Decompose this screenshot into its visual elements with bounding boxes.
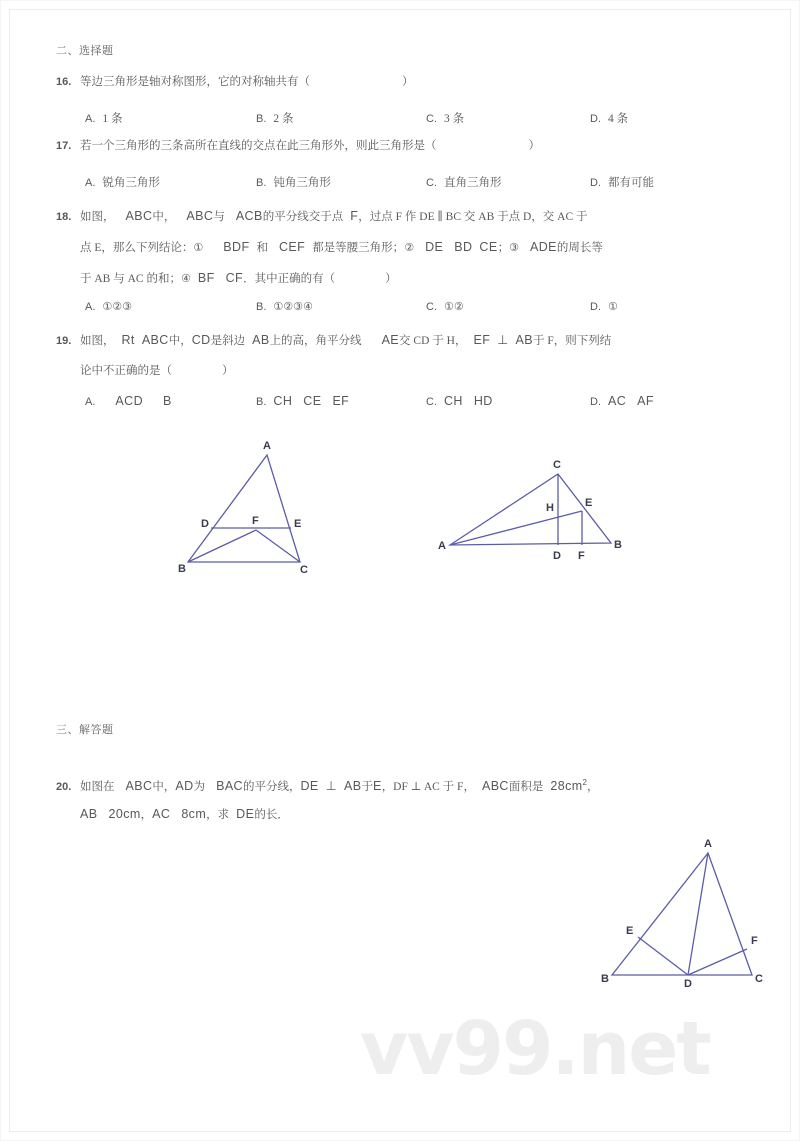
q18-text-7: 和 (256, 242, 268, 254)
q20-math-area: 28cm (550, 778, 583, 793)
figure-q20-label-D: D (684, 978, 692, 990)
option-letter: C. (426, 113, 437, 125)
figure-q18-label-E: E (294, 518, 302, 530)
question-16-number: 16. (56, 76, 72, 88)
q19-text-7: 论中不正确的是（ (80, 365, 172, 377)
option-text: 4 条 (608, 113, 629, 125)
q19-text-4: 上的高，角平分线 (269, 335, 362, 347)
option-text: ACD (115, 394, 143, 408)
question-19-option-b[interactable] (256, 394, 349, 408)
question-19-option-c[interactable] (426, 394, 493, 408)
option-text: ①②③ (102, 300, 132, 313)
question-19-option-d[interactable] (590, 394, 654, 408)
question-18-option-b[interactable] (256, 300, 313, 313)
figure-q18-label-B: B (178, 563, 186, 575)
q19-perp-icon: ⊥ (497, 333, 509, 347)
option-text: ①②③④ (273, 300, 313, 313)
q18-text-9: ； (497, 242, 510, 254)
figure-q18-label-C: C (300, 564, 308, 576)
q20-math-angle-bac: BAC (216, 778, 243, 793)
q20-text-4: 的平分线， (242, 780, 301, 793)
figure-q19-label-B: B (614, 539, 622, 551)
q19-math-cd: CD (191, 333, 211, 347)
question-17-option-d[interactable] (590, 174, 654, 190)
question-18-line-3 (80, 270, 397, 287)
question-20-line-2 (80, 806, 289, 823)
figure-q20 (590, 830, 770, 990)
figure-q20-label-F: F (751, 935, 758, 947)
question-16-stem-close: ） (402, 76, 414, 88)
option-text: ① (608, 300, 618, 313)
question-17-option-b[interactable] (256, 174, 331, 190)
figure-q20-label-A: A (704, 838, 712, 850)
q18-text-5: ，过点 F 作 DE ∥ BC 交 AB 于点 D，交 AC 于 (358, 211, 588, 223)
question-16-option-b[interactable] (256, 110, 294, 126)
q19-text-5: 交 CD 于 H， (399, 335, 467, 347)
question-17-option-a[interactable] (85, 174, 160, 190)
q19-text-3: 是斜边 (210, 335, 246, 347)
option-text-2: HD (473, 394, 493, 408)
figure-q18 (170, 435, 335, 585)
q20-text-8: ， (586, 780, 599, 793)
option-text-2: CE (303, 394, 322, 408)
option-letter: D. (590, 396, 601, 408)
figure-q19-label-E: E (585, 497, 593, 509)
q20-superscript-2: 2 (582, 778, 587, 787)
q18-math-cf: CF (225, 271, 244, 285)
q19-math-rt: Rt (121, 333, 135, 347)
question-19-option-a[interactable] (85, 394, 172, 408)
option-letter: A. (85, 113, 96, 125)
q19-text-6: 于 F，则下列结 (533, 335, 612, 347)
q18-text-10: 的周长等 (556, 242, 603, 254)
option-text: AC (608, 394, 627, 408)
q20-math-e: E (372, 778, 382, 793)
option-letter: C. (426, 396, 437, 408)
q20-text-9: ， (140, 809, 153, 821)
q18-circled-4: ④ (180, 272, 191, 285)
question-20-number: 20. (56, 780, 72, 793)
option-letter: C. (426, 301, 437, 313)
question-17-stem: 若一个三角形的三条高所在直线的交点在此三角形外，则此三角形是（ (80, 140, 437, 152)
q19-text-1: 如图， (80, 335, 115, 347)
figure-q18-label-A: A (263, 440, 271, 452)
q20-math-de: DE (300, 778, 319, 793)
option-letter: A. (85, 396, 96, 408)
q18-math-abc: ABC (125, 209, 153, 223)
question-18-option-c[interactable] (426, 300, 464, 313)
q19-text-8: ） (222, 365, 234, 377)
figure-q19-label-H: H (546, 502, 554, 514)
q20-math-ac: AC (152, 807, 171, 821)
q20-text-10: ，求 (206, 809, 230, 821)
question-16-option-d[interactable] (590, 110, 628, 126)
q20-math-abc-2: ABC (481, 778, 509, 793)
q18-math-ade: ADE (529, 240, 557, 254)
q18-circled-2: ② (404, 241, 415, 254)
option-letter: B. (256, 177, 267, 189)
q18-math-cef: CEF (278, 240, 306, 254)
question-16-option-a[interactable] (85, 110, 123, 126)
q20-math-de-2: DE (236, 807, 255, 821)
q18-math-bd: BD (454, 240, 473, 254)
question-18-number: 18. (56, 211, 72, 223)
option-letter: A. (85, 177, 96, 189)
option-text: 直角三角形 (444, 177, 502, 189)
question-16 (56, 74, 414, 90)
q18-text-3: 与 (213, 211, 225, 223)
option-letter: D. (590, 177, 601, 189)
q20-text-11: 的长． (254, 809, 289, 821)
option-text-2: B (163, 394, 172, 408)
q18-math-bf: BF (197, 271, 215, 285)
option-text: ①② (444, 300, 464, 313)
figure-q20-label-C: C (755, 973, 763, 985)
option-text: 1 条 (102, 113, 123, 125)
figure-q19-label-F: F (578, 550, 585, 562)
q20-text-5: 于 (361, 780, 373, 793)
option-text-3: EF (332, 394, 350, 408)
q18-text-8: 都是等腰三角形； (312, 242, 405, 254)
q18-circled-3: ③ (509, 241, 519, 254)
watermark: vv99.net (360, 1006, 710, 1092)
option-text: CH (444, 394, 463, 408)
section-heading-answer: 三、解答题 (56, 724, 114, 736)
option-text: 3 条 (444, 113, 465, 125)
option-letter: C. (426, 177, 437, 189)
q18-math-angle-acb: ACB (235, 209, 263, 223)
figure-q19-label-C: C (553, 459, 561, 471)
q18-math-angle-abc: ABC (186, 209, 214, 223)
q19-text-2: 中， (168, 335, 192, 347)
option-text: 都有可能 (608, 177, 654, 189)
option-letter: D. (590, 113, 601, 125)
q20-math-abc: ABC (125, 778, 153, 793)
q19-math-ae: AE (381, 333, 400, 347)
q18-math-de: DE (425, 240, 444, 254)
q18-math-f: F (350, 209, 359, 223)
question-18-option-d[interactable] (590, 300, 618, 313)
q20-text-3: 为 (193, 780, 206, 793)
q18-text-11: 于 AB 与 AC 的和； (80, 273, 181, 285)
q20-math-ab-2: AB (80, 807, 98, 821)
option-letter: B. (256, 301, 267, 313)
question-18-option-a[interactable] (85, 300, 132, 313)
q19-math-ab-2: AB (515, 333, 534, 347)
question-19-number: 19. (56, 335, 72, 347)
q19-math-ab: AB (252, 333, 270, 347)
q18-circled-1: ① (193, 241, 204, 254)
figure-q19-label-A: A (438, 540, 446, 552)
q20-text-6: ，DF ⊥ AC 于 F， (381, 780, 475, 793)
q20-math-ab: AB (343, 778, 362, 793)
option-letter: B. (256, 113, 267, 125)
q18-text-6: 点 E，那么下列结论： (80, 242, 194, 254)
option-text: 锐角三角形 (102, 177, 160, 189)
q20-perp-icon: ⊥ (325, 778, 337, 793)
figure-q18-label-D: D (201, 518, 209, 530)
q18-text-2: 中， (152, 211, 176, 223)
q20-text-7: 面积是 (508, 780, 544, 793)
question-16-stem: 等边三角形是轴对称图形，它的对称轴共有（ (80, 76, 310, 88)
figure-q20-label-E: E (626, 925, 634, 937)
q19-math-abc: ABC (141, 333, 169, 347)
option-letter: A. (85, 301, 96, 313)
q18-text-4: 的平分线交于点 (262, 211, 344, 223)
q20-text-2: 中， (152, 780, 176, 793)
q18-text-12: ．其中正确的有（ (243, 273, 336, 285)
question-20-line-1 (56, 775, 598, 795)
q19-math-ef: EF (473, 333, 491, 347)
question-16-option-c[interactable] (426, 110, 464, 126)
question-18-line-2 (80, 239, 603, 256)
q18-math-ce: CE (479, 240, 498, 254)
option-text-2: AF (637, 394, 654, 408)
figure-q19-label-D: D (553, 550, 561, 562)
q18-text-1: 如图， (80, 211, 115, 223)
section-heading-choice: 二、选择题 (56, 45, 114, 57)
q20-math-20cm: 20cm (108, 807, 141, 821)
option-letter: D. (590, 301, 601, 313)
figure-q20-label-B: B (601, 973, 609, 985)
question-17-option-c[interactable] (426, 174, 502, 190)
question-17 (56, 138, 540, 154)
figure-q18-label-F: F (252, 515, 259, 527)
question-17-stem-close: ） (528, 140, 540, 152)
question-17-number: 17. (56, 140, 72, 152)
option-text: 2 条 (273, 113, 294, 125)
question-19-line-1 (56, 332, 611, 349)
q20-math-ad: AD (175, 778, 194, 793)
figure-q19 (433, 444, 628, 564)
question-18-line-1 (56, 208, 588, 225)
option-text: 钝角三角形 (273, 177, 331, 189)
option-letter: B. (256, 396, 267, 408)
question-19-line-2 (80, 363, 234, 379)
q18-math-bdf: BDF (223, 240, 250, 254)
q20-math-8cm: 8cm (181, 807, 207, 821)
q20-text-1: 如图在 (80, 780, 115, 793)
q18-text-13: ） (385, 273, 397, 285)
option-text: CH (273, 394, 293, 408)
